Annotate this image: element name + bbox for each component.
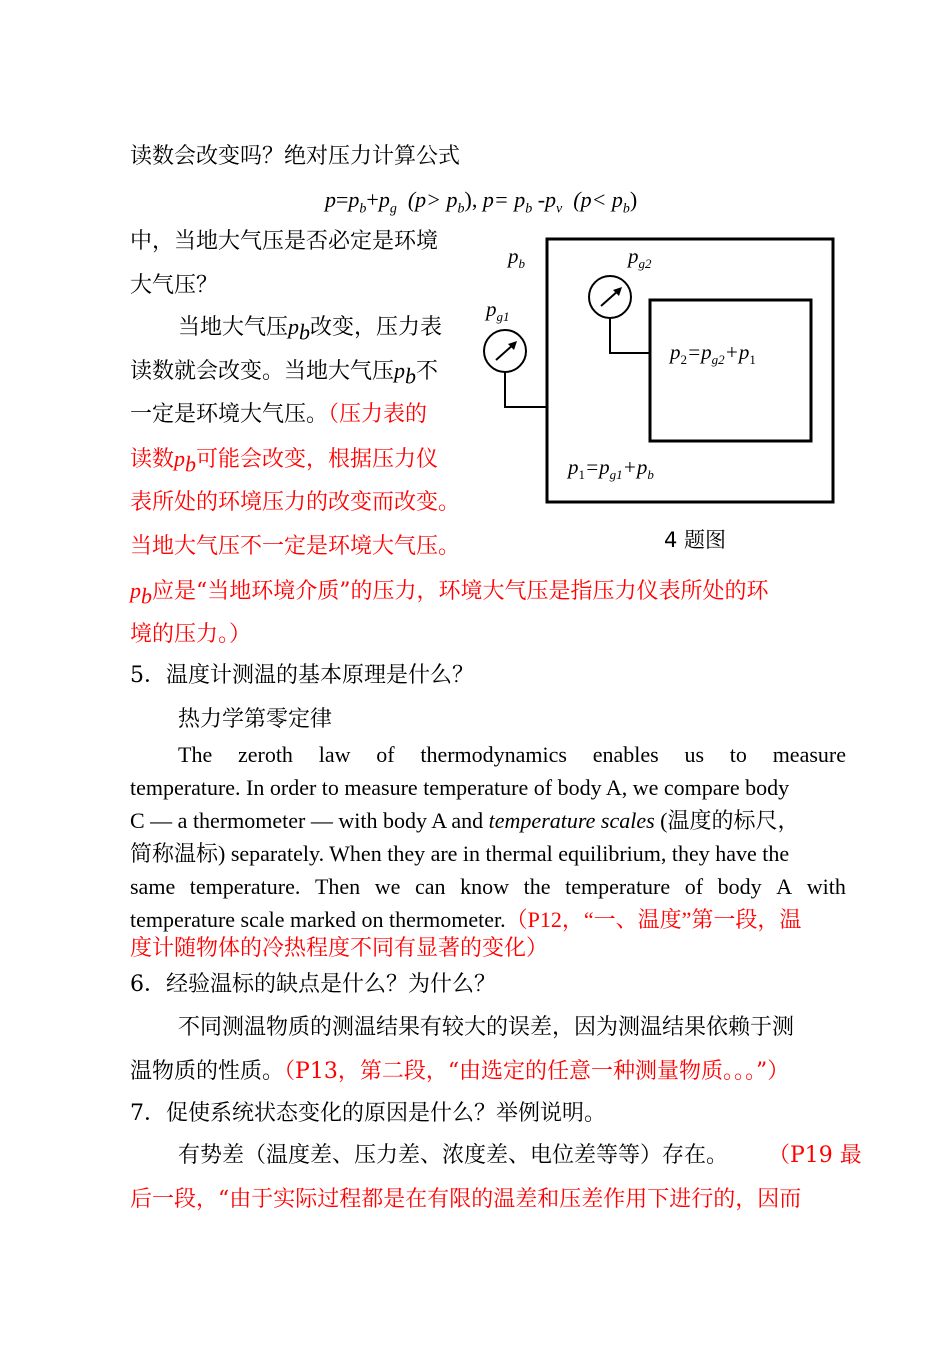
q5-red-note: 度计随物体的冷热程度不同有显著的变化） bbox=[130, 936, 549, 961]
word: body bbox=[717, 874, 762, 899]
q7-red-ref: （P19 最 bbox=[768, 1143, 862, 1168]
pressure-gauge-figure bbox=[470, 230, 850, 520]
word: law bbox=[318, 742, 351, 767]
word: can bbox=[415, 874, 446, 899]
q6-answer-line-2: 温物质的性质。（P13，第二段，“由选定的任意一种测量物质。。。”） bbox=[130, 1059, 790, 1084]
word: thermodynamics bbox=[420, 742, 567, 767]
q5-english-line-6: temperature scale marked on thermometer.（P12，“一、温度”第一段，温 bbox=[130, 907, 802, 932]
q5-english-line-2: temperature. In order to measure temperature of body A, we compare body bbox=[130, 775, 790, 800]
q5-english-line-1 bbox=[178, 742, 846, 768]
q4-red-line-2: 表所处的环境压力的改变而改变。 bbox=[130, 490, 461, 515]
outer-equation: $p_1=p_{g1}+p_b$ bbox=[568, 455, 654, 483]
q4-red-line-5: 境的压力。） bbox=[130, 622, 252, 647]
word: know bbox=[460, 874, 510, 899]
q4-red-line-4: $p_b$应是“当地环境介质”的压力，环境大气压是指压力仪表所处的环 bbox=[130, 578, 769, 609]
word: zeroth bbox=[237, 742, 293, 767]
word: temperature bbox=[565, 874, 671, 899]
q4-answer-line-1: 当地大气压$p_b$改变，压力表 bbox=[178, 314, 443, 345]
word: to bbox=[729, 742, 747, 767]
q5-english-line-4: 简称温标) separately. When they are in thermal equilibrium, they have the bbox=[130, 841, 790, 866]
inner-container bbox=[650, 300, 811, 441]
q4-text-line-1: 读数会改变吗？绝对压力计算公式 bbox=[130, 144, 461, 169]
inner-equation: $p_2=p_{g2}+p_1$ bbox=[670, 340, 756, 368]
q4-red-line-3: 当地大气压不一定是环境大气压。 bbox=[130, 534, 461, 559]
word: the bbox=[523, 874, 551, 899]
word: of bbox=[684, 874, 704, 899]
word: The bbox=[178, 742, 213, 767]
word: measure bbox=[772, 742, 846, 767]
figure-caption: 4 题图 bbox=[664, 528, 727, 552]
q5-english-line-5 bbox=[130, 874, 846, 900]
word: same bbox=[130, 874, 176, 899]
word: Then bbox=[314, 874, 361, 899]
q6-answer-line-1: 不同测温物质的测温结果有较大的误差，因为测温结果依赖于测 bbox=[178, 1015, 795, 1040]
word: us bbox=[684, 742, 705, 767]
q4-red-line-1: 读数$p_b$可能会改变，根据压力仪 bbox=[130, 446, 439, 477]
q5-english-line-3: C — a thermometer — with body A and temperature scales (温度的标尺， bbox=[130, 808, 800, 833]
q7-answer-line-1: 有势差（温度差、压力差、浓度差、电位差等等）存在。 bbox=[178, 1143, 729, 1168]
q4-answer-line-3: 一定是环境大气压。（压力表的 bbox=[130, 402, 428, 427]
q5-answer: 热力学第零定律 bbox=[178, 707, 333, 732]
q4-text-line-4: 大气压？ bbox=[130, 273, 219, 298]
q7-red-line: 后一段，“由于实际过程都是在有限的温差和压差作用下进行的，因而 bbox=[130, 1187, 802, 1212]
q6-question: 6．经验温标的缺点是什么？为什么？ bbox=[130, 972, 496, 997]
label-pg1: $p_{g1}$ bbox=[486, 297, 510, 325]
label-pb: $p_b$ bbox=[508, 244, 525, 272]
word: of bbox=[376, 742, 395, 767]
label-pg2: $p_{g2}$ bbox=[628, 244, 652, 272]
word: we bbox=[374, 874, 401, 899]
q7-question: 7．促使系统状态变化的原因是什么？举例说明。 bbox=[130, 1101, 606, 1126]
q4-formula: $p=p_b+p_g$ $(p> p_b)$, $p= p_b$ $-p_v$ $(p< p_b)$ bbox=[325, 187, 638, 217]
word: A bbox=[776, 874, 793, 899]
q5-question: 5．温度计测温的基本原理是什么？ bbox=[130, 663, 474, 688]
q4-answer-line-2: 读数就会改变。当地大气压$p_b$不 bbox=[130, 358, 439, 389]
word: temperature. bbox=[189, 874, 301, 899]
q4-text-line-3: 中，当地大气压是否必定是环境 bbox=[130, 229, 439, 254]
word: enables bbox=[592, 742, 659, 767]
word: with bbox=[806, 874, 846, 899]
